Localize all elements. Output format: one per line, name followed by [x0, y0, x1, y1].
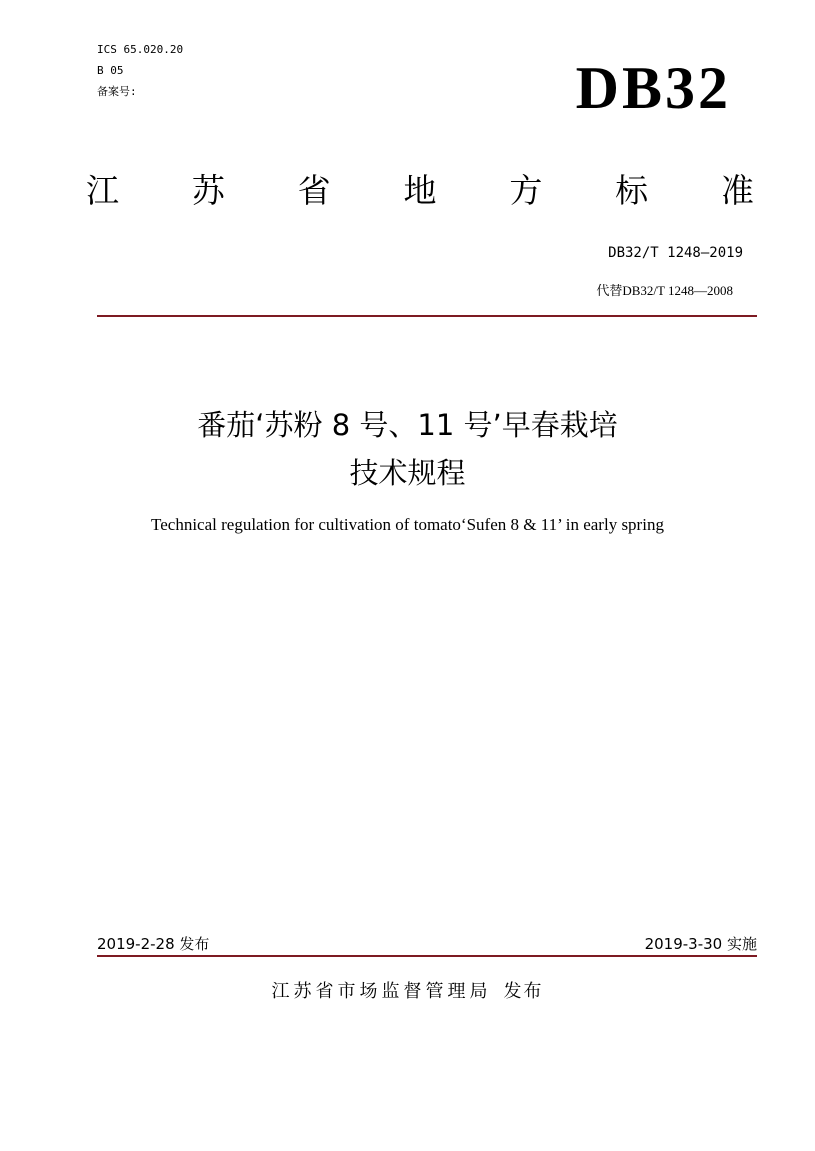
standard-type-char: 苏 — [191, 171, 225, 210]
standard-type-char: 标 — [615, 171, 649, 210]
standard-number: DB32/T 1248—2019 — [608, 245, 743, 261]
publisher — [0, 980, 815, 1004]
title-chinese-line-2: 技术规程 — [349, 456, 466, 490]
standard-type-char: 地 — [403, 171, 437, 210]
publisher-suffix: 发布 — [503, 981, 544, 1002]
record-number-label: 备案号: — [97, 85, 137, 98]
standard-type-char: 准 — [720, 171, 754, 210]
publisher-name: 江苏省市场监督管理局 — [271, 981, 492, 1002]
implementation-date: 2019-3-30 实施 — [644, 935, 757, 953]
standard-type-heading — [86, 168, 754, 214]
standard-type-char: 江 — [86, 171, 119, 210]
ics-code: ICS 65.020.20 — [97, 43, 184, 56]
standard-logo: DB32 — [575, 55, 731, 121]
title-english: Technical regulation for cultivation of tomato‘Sufen 8 & 11’ in early spring — [151, 515, 664, 534]
standard-type-char: 省 — [297, 171, 331, 210]
header-divider — [97, 315, 757, 317]
classification-code: B 05 — [97, 64, 124, 77]
standard-type-char: 方 — [509, 171, 543, 210]
title-chinese-line-1: 番茄‘苏粉 8 号、11 号’早春栽培 — [197, 408, 618, 442]
issue-date: 2019-2-28 发布 — [97, 935, 210, 953]
replaces-standard: 代替DB32/T 1248—2008 — [596, 283, 733, 298]
footer-divider — [97, 955, 757, 957]
